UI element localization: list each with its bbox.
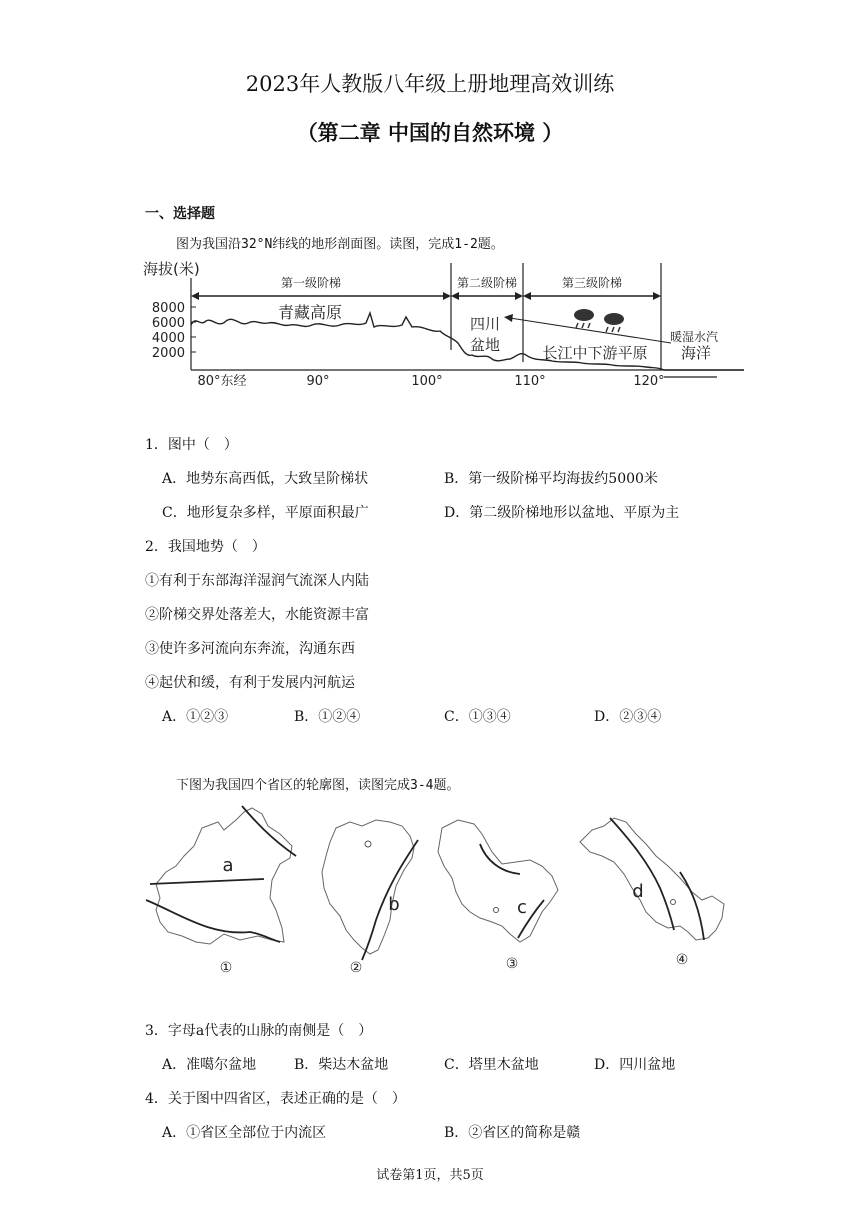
vapor-label: 暖湿水汽: [669, 330, 719, 344]
q2-option-c[interactable]: C．①③④: [444, 709, 511, 725]
letter-d: d: [632, 881, 644, 902]
q2-statement-2: ②阶梯交界处落差大，水能资源丰富: [145, 607, 369, 623]
basin-label-2: 盆地: [469, 336, 501, 354]
basin-label-1: 四川: [469, 315, 501, 333]
page-title: 2023年人教版八年级上册地理高效训练: [245, 72, 615, 96]
ytick-4000: 4000: [151, 331, 185, 346]
rain-cloud-icon: [604, 313, 624, 332]
province-number-1: ①: [219, 960, 233, 976]
q1-option-a[interactable]: A．地势东高西低，大致呈阶梯状: [162, 471, 369, 487]
q2-statement-3: ③使许多河流向东奔流，沟通东西: [145, 641, 355, 657]
xtick-90: 90°: [306, 374, 330, 389]
step1-label: 第一级阶梯: [280, 276, 342, 290]
q4-option-b[interactable]: B．②省区的简称是赣: [444, 1125, 581, 1141]
province-outlines-figure: [140, 800, 740, 980]
q1-option-c[interactable]: C．地形复杂多样，平原面积最广: [162, 505, 369, 521]
q3-option-b[interactable]: B．柴达木盆地: [294, 1057, 389, 1073]
q2-option-b[interactable]: B．①②④: [294, 709, 361, 725]
question-2-stem: 2．我国地势（ ）: [145, 539, 266, 555]
question-4-stem: 4．关于图中四省区，表述正确的是（ ）: [145, 1091, 406, 1107]
question-3-stem: 3．字母a代表的山脉的南侧是（ ）: [145, 1023, 373, 1039]
xtick-80: 80°东经: [197, 374, 247, 389]
q3-option-d[interactable]: D．四川盆地: [594, 1057, 676, 1073]
province-number-4: ④: [675, 952, 689, 968]
province-number-2: ②: [349, 960, 363, 976]
plateau-label: 青藏高原: [277, 303, 343, 322]
q1-option-d[interactable]: D．第二级阶梯地形以盆地、平原为主: [444, 505, 680, 521]
rain-cloud-icon: [574, 309, 594, 328]
province-4-outline: [580, 818, 724, 968]
question-1-stem: 1．图中（ ）: [145, 437, 238, 453]
vapor-arrow: [504, 314, 513, 322]
q4-option-a[interactable]: A．①省区全部位于内流区: [162, 1125, 327, 1141]
page-subtitle: （第二章 中国的自然环境 ）: [296, 121, 564, 145]
step2-label: 第二级阶梯: [456, 276, 518, 290]
xtick-110: 110°: [514, 374, 546, 389]
letter-b: b: [388, 894, 400, 915]
q2-option-a[interactable]: A．①②③: [162, 709, 229, 725]
xtick-100: 100°: [411, 374, 443, 389]
letter-a: a: [222, 855, 234, 876]
ocean-label: 海洋: [680, 344, 712, 362]
q3-option-a[interactable]: A．准噶尔盆地: [162, 1057, 257, 1073]
step3-label: 第三级阶梯: [561, 276, 623, 290]
profile-ylabel: 海拔(米): [143, 260, 200, 278]
xtick-120: 120°: [633, 374, 665, 389]
q1-option-b[interactable]: B．第一级阶梯平均海拔约5000米: [444, 471, 658, 487]
ytick-8000: 8000: [151, 301, 185, 316]
ytick-2000: 2000: [151, 346, 185, 361]
page-footer: 试卷第1页，共5页: [376, 1168, 484, 1183]
q2-statement-1: ①有利于东部海洋湿润气流深人内陆: [145, 573, 369, 589]
intro-text-2: 下图为我国四个省区的轮廓图，读图完成3-4题。: [176, 778, 460, 793]
province-number-3: ③: [505, 956, 519, 972]
q2-option-d[interactable]: D．②③④: [594, 709, 662, 725]
letter-c: c: [517, 897, 527, 918]
province-3-outline: [438, 820, 558, 972]
q3-option-c[interactable]: C．塔里木盆地: [444, 1057, 539, 1073]
section-heading: 一、选择题: [145, 206, 215, 222]
q2-statement-4: ④起伏和缓，有利于发展内河航运: [145, 675, 355, 691]
intro-text-1: 图为我国沿32°N纬线的地形剖面图。读图，完成1-2题。: [176, 237, 504, 252]
plain-label: 长江中下游平原: [542, 344, 648, 362]
province-1-outline: [146, 806, 296, 976]
ytick-6000: 6000: [151, 316, 185, 331]
province-2-outline: [322, 820, 418, 976]
terrain-profile-figure: [140, 255, 750, 390]
